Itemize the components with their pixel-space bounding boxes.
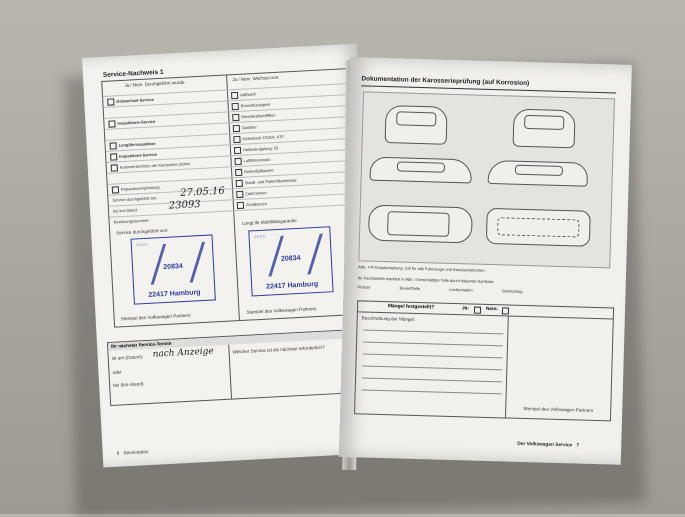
symbol-legend [358, 284, 613, 296]
car-top-view-icon [368, 205, 473, 244]
col-right-head: Ja / Nein. Wechsel von: [232, 74, 280, 83]
table-row: Inspektions-Service Haldexkupplung: Öl [106, 138, 356, 163]
partner-stamp-label: Stempel des Volkswagen Partners [246, 306, 317, 315]
next-km-label: bei (km-Stand): [113, 381, 145, 388]
next-service-title: Ihr nächster Service-Termin [108, 329, 369, 351]
service-date-label: Service durchgeführt am: [112, 195, 158, 203]
yes-checkbox [474, 307, 481, 314]
table-row: Karosserieschutz der Karosserie prüfen Luftfiltereinsatz [106, 149, 356, 174]
partner-stamp-label: Stempel des Volkswagen Partners [120, 312, 191, 322]
service-table [101, 68, 366, 328]
car-underbody-icon [486, 208, 591, 247]
service-date-value: 27.05.16 [179, 185, 225, 200]
table-row: Reifenfüllflasche [107, 160, 357, 185]
marking-note: Ihr Fachbetrieb markiert in Abb. 4 beschädigte Teile durch folgende Symbole: [357, 275, 495, 285]
table-row: bei km-Stand: Zündkerzen [109, 193, 359, 218]
legend-paint: Lackschaden [449, 286, 473, 293]
table-row: Service durchgeführt am: Zahnriemen [108, 182, 358, 207]
stamp-right-caption: LongLife Mobilitätsgarantie [241, 217, 297, 226]
table-row: Bremsflüssigkeit [104, 94, 354, 119]
car-rear-view-icon [385, 105, 448, 145]
dealer-stamp: ○○○○ 20834 22417 Hamburg [248, 226, 333, 296]
next-service-box [107, 328, 370, 406]
invoice-label: Rechnungsnummer: [113, 217, 150, 225]
no-label: Nein: [485, 306, 499, 313]
table-row: Oelwechsel-Service AdBlue® [103, 83, 353, 108]
legend-scratch: Kratzer [357, 284, 371, 290]
figure-caption: Abb. 4 Prinzipdarstellung. Gilt für alle Fahrzeuge und Karosserieformen. [358, 264, 486, 273]
no-checkbox [502, 307, 509, 314]
col-left-head: Ja / Nein. Durchgeführt wurde: [124, 79, 186, 88]
defect-header: Mängel festgestellt? [387, 304, 435, 311]
mileage-value: 23093 [168, 198, 201, 212]
legend-chip: Steinschlag [501, 288, 523, 294]
car-side-right-icon [488, 160, 589, 187]
dealer-stamp: ○○○○ 20834 22417 Hamburg [131, 234, 216, 304]
left-footer: 6 Serviceplan [116, 450, 149, 457]
right-page [339, 57, 632, 465]
partner-stamp-label: Stempel des Volkswagen Partners [523, 405, 594, 413]
next-date-label: ist am (Datum): [111, 354, 144, 361]
left-page [82, 44, 378, 468]
next-which: Welcher Service ist als nächster erforderlich? [232, 344, 325, 355]
car-side-left-icon [370, 157, 473, 184]
audi-logo-icon: ○○○○ [135, 241, 149, 249]
next-date-value: nach Anzeige [152, 346, 215, 360]
car-diagram [358, 91, 615, 268]
yes-label: Ja: [461, 306, 470, 312]
table-row: Gasfilter [105, 116, 355, 141]
mileage-label: bei km-Stand: [112, 207, 138, 214]
page-title: Dokumentation der Karosserieprüfung (auf Korrosion) [361, 75, 530, 88]
next-or: oder [112, 369, 122, 375]
car-front-view-icon [513, 109, 576, 149]
defect-box [354, 300, 614, 421]
defect-desc-label: Beschreibung der Mängel: [361, 315, 416, 322]
table-row: Reparaturempfehlung Staub- und Pollenfiltereinsatz [108, 171, 358, 196]
section-title: Service-Nachweis 1 [102, 68, 164, 79]
stamp-left-caption: Service durchgeführt von: [116, 227, 169, 236]
audi-logo-icon: ○○○○ [253, 233, 266, 241]
table-row: Inspektions-Service Dieselkraftstofffilter [104, 105, 354, 130]
legend-dent: Beule/Delle [399, 285, 421, 292]
right-footer: Der Volkswagen Service 7 [517, 441, 580, 449]
table-row: Longlife-Inspektion Getriebeöl: DSG®, ATF [105, 127, 355, 152]
